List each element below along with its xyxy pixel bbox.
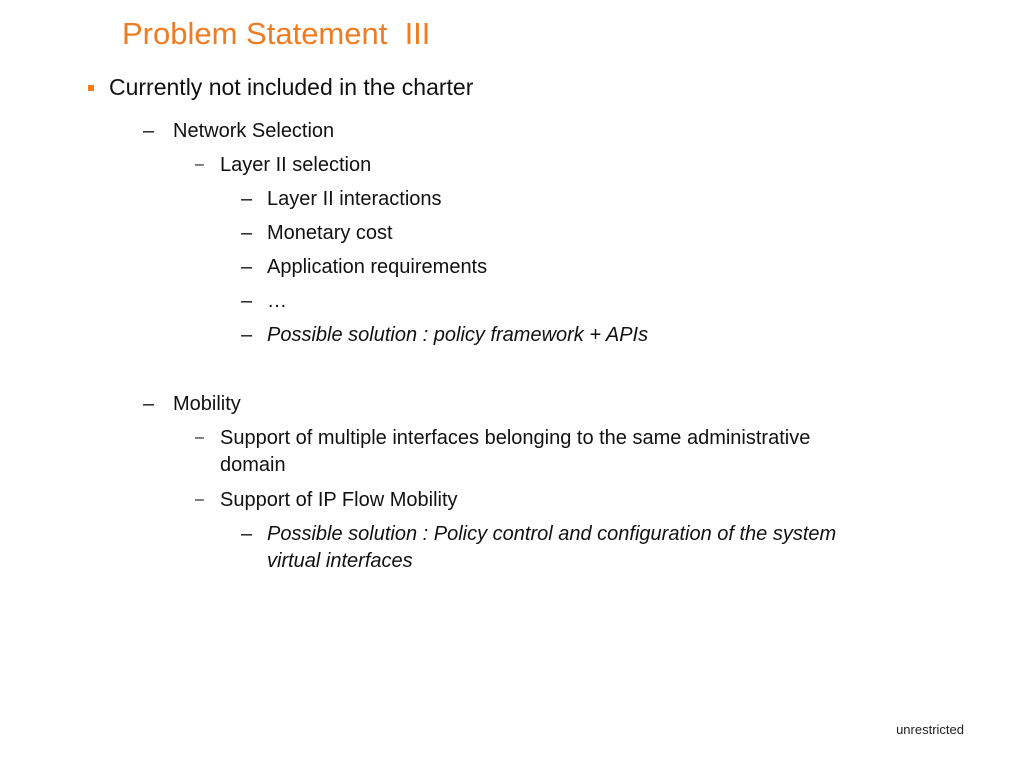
mobility-heading: Mobility [173, 393, 241, 415]
list-item: Monetary cost [267, 222, 393, 244]
multiple-interfaces-line1: Support of multiple interfaces belonging to the same administrative [220, 427, 811, 449]
list-item: Layer II interactions [267, 188, 442, 210]
multiple-interfaces-line2: domain [220, 454, 286, 476]
dash-bullet-icon: – [241, 256, 253, 278]
slide-title: Problem Statement III [122, 16, 431, 51]
classification-footer: unrestricted [896, 722, 964, 737]
list-item: … [267, 290, 287, 312]
dash-bullet-icon: – [195, 491, 204, 508]
dash-bullet-icon: – [241, 324, 253, 346]
dash-bullet-icon: – [195, 429, 204, 446]
dash-bullet-icon: – [241, 290, 253, 312]
list-item: Application requirements [267, 256, 488, 278]
dash-bullet-icon: – [143, 393, 155, 415]
network-possible-solution: Possible solution : policy framework + APIs [267, 324, 649, 346]
network-selection-heading: Network Selection [173, 120, 335, 142]
dash-bullet-icon: – [241, 188, 253, 210]
dash-bullet-icon: – [241, 523, 253, 545]
bullet-level1: Currently not included in the charter [109, 74, 474, 100]
ip-flow-mobility: Support of IP Flow Mobility [220, 489, 458, 511]
mobility-possible-solution-line1: Possible solution : Policy control and configuration of the system [267, 523, 837, 545]
dash-bullet-icon: – [241, 222, 253, 244]
layer2-selection: Layer II selection [220, 154, 372, 176]
dash-bullet-icon: – [143, 120, 155, 142]
mobility-possible-solution-line2: virtual interfaces [267, 550, 413, 572]
square-bullet-icon [88, 85, 94, 91]
dash-bullet-icon: – [195, 156, 204, 173]
